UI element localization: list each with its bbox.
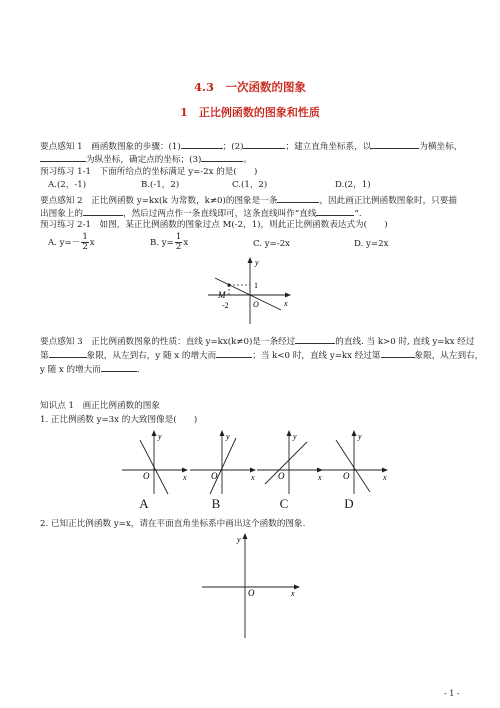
choice-graph-a	[118, 428, 192, 496]
answer-blank[interactable]	[316, 206, 354, 216]
fraction	[175, 233, 182, 252]
text: x	[89, 238, 95, 248]
x-axis-arrow	[294, 585, 300, 590]
denominator: 2	[175, 242, 182, 252]
key-point-3-line-2	[40, 348, 483, 362]
answer-blank[interactable]	[101, 362, 137, 372]
x-axis-label: x	[251, 473, 255, 482]
key-point-2-line-1	[40, 193, 457, 207]
y-axis-arrow	[220, 430, 225, 436]
tick-label-y: 1	[254, 281, 258, 290]
exercise-1-1-question: 预习练习 1-1 下面所给点的坐标满足 y=-2x 的是( )	[40, 167, 258, 177]
key-point-3-line-3	[40, 362, 140, 376]
choice-label-d[interactable]: D	[344, 496, 354, 511]
answer-blank[interactable]	[295, 334, 335, 344]
x-axis-label: x	[183, 473, 187, 482]
origin-label: O	[248, 588, 255, 598]
text: ，然后过两点作一条直线即可，这条直线叫作“直线	[122, 209, 317, 219]
text: 象限，从左到右，y 随 x 的增大而	[86, 351, 217, 361]
text: ；建立直角坐标系，以	[285, 142, 372, 152]
answer-blank[interactable]	[181, 139, 223, 149]
y-axis-label: y	[226, 432, 230, 441]
text: 要点感知 2 正比例函数 y=kx(k 为常数，k≠0)的图象是一条	[40, 196, 278, 206]
text: 出图象上的	[40, 209, 83, 219]
x-axis-label: x	[284, 299, 288, 308]
choice-label-a[interactable]: A	[139, 496, 149, 511]
choice-graph-b	[186, 428, 260, 496]
option-b[interactable]	[150, 233, 188, 252]
y-axis-arrow	[248, 257, 253, 263]
text: 的直线. 当 k>0 时, 直线 y=kx 经过	[335, 337, 475, 347]
text: ”.	[354, 209, 362, 219]
tick-label-x: -2	[222, 301, 229, 310]
answer-blank[interactable]	[49, 348, 87, 358]
choice-graph-d	[318, 428, 392, 496]
origin-label: O	[343, 471, 350, 481]
answer-blank[interactable]	[381, 348, 415, 358]
key-point-2-line-2	[40, 206, 362, 220]
point-m	[227, 283, 230, 286]
option-d[interactable]: D. y=2x	[354, 239, 389, 249]
origin-label: O	[211, 471, 218, 481]
knowledge-point-1-heading: 知识点 1 画正比例函数的图象	[40, 401, 160, 411]
question-2: 2. 已知正比例函数 y=x，请在平面直角坐标系中画出这个函数的图象.	[40, 519, 306, 529]
choice-label-b[interactable]: B	[211, 496, 221, 511]
answer-blank[interactable]	[40, 152, 86, 162]
text: x	[183, 238, 189, 248]
figure-m-point-graph	[205, 255, 295, 327]
text: 第	[40, 351, 49, 361]
lesson-title: 1 正比例函数的图象和性质	[180, 106, 320, 119]
graph-line	[336, 440, 370, 492]
x-axis-label: x	[383, 473, 387, 482]
page-number: - 1 -	[444, 689, 460, 698]
y-axis-arrow	[352, 430, 357, 436]
origin-label: O	[143, 471, 150, 481]
answer-blank[interactable]	[371, 139, 419, 149]
section-title: 4.3 一次函数的图象	[193, 80, 306, 94]
choice-graph-c	[253, 428, 327, 496]
y-axis-label: y	[237, 535, 241, 544]
y-axis-arrow	[243, 533, 248, 539]
text: 要点感知 1 画函数图象的步骤：(1)	[40, 142, 181, 152]
answer-blank[interactable]	[243, 139, 285, 149]
denominator: 2	[82, 242, 88, 252]
text: 象限，从左到右，	[414, 351, 484, 361]
origin-label: O	[253, 300, 259, 309]
answer-blank[interactable]	[201, 152, 243, 162]
exercise-2-1-question: 预习练习 2-1 如图，某正比例函数的图象过点 M(-2，1)，则此正比例函数表达式为( )	[40, 220, 388, 230]
text: 为横坐标，	[419, 142, 463, 152]
key-point-1-line-1	[40, 139, 462, 153]
text: ，因此画正比例函数图象时，只要描	[319, 196, 457, 206]
blank-coordinate-plane[interactable]	[198, 530, 304, 640]
y-axis-arrow	[287, 430, 292, 436]
text: y 随 x 的增大而	[40, 365, 101, 375]
y-axis-label: y	[358, 432, 362, 441]
point-m-label: M	[218, 290, 226, 300]
fraction	[81, 233, 88, 252]
answer-blank[interactable]	[277, 193, 319, 203]
graph-line	[210, 438, 236, 494]
graph-line	[265, 442, 307, 484]
origin-label: O	[278, 471, 285, 481]
option-c[interactable]: C.(1，2)	[232, 180, 268, 190]
key-point-3-line-1	[40, 334, 474, 348]
text: ；(2)	[222, 142, 244, 152]
y-axis-label: y	[293, 432, 297, 441]
numerator: 1	[82, 232, 88, 242]
text: 为纵坐标，确定点的坐标；(3)	[86, 155, 202, 165]
x-axis-label: x	[291, 589, 295, 598]
numerator: 1	[175, 232, 182, 242]
x-axis-arrow	[285, 293, 291, 298]
answer-blank[interactable]	[83, 206, 123, 216]
option-a[interactable]: A.(2，-1)	[48, 180, 87, 190]
text: .	[136, 365, 140, 375]
option-c[interactable]: C. y=-2x	[253, 239, 291, 249]
y-axis-label: y	[255, 258, 259, 267]
text: B. y=	[150, 238, 174, 248]
x-axis-arrow	[382, 468, 388, 473]
y-axis-arrow	[152, 430, 157, 436]
y-axis-label: y	[158, 432, 162, 441]
answer-blank[interactable]	[216, 348, 252, 358]
x-axis-label: x	[318, 473, 322, 482]
choice-label-c[interactable]: C	[279, 496, 289, 511]
option-a[interactable]	[48, 233, 95, 252]
question-1: 1. 正比例函数 y=3x 的大致图像是( )	[40, 415, 198, 425]
option-b[interactable]: B.(-1，2)	[141, 180, 180, 190]
key-point-1-line-2	[40, 152, 252, 166]
text: 要点感知 3 正比例函数图象的性质：直线 y=kx(k≠0)是一条经过	[40, 337, 296, 347]
text: 。	[243, 155, 252, 165]
option-d[interactable]: D.(2，1)	[335, 180, 371, 190]
text: ；当 k<0 时，直线 y=kx 经过第	[252, 351, 381, 361]
text: A. y=－	[48, 238, 81, 248]
